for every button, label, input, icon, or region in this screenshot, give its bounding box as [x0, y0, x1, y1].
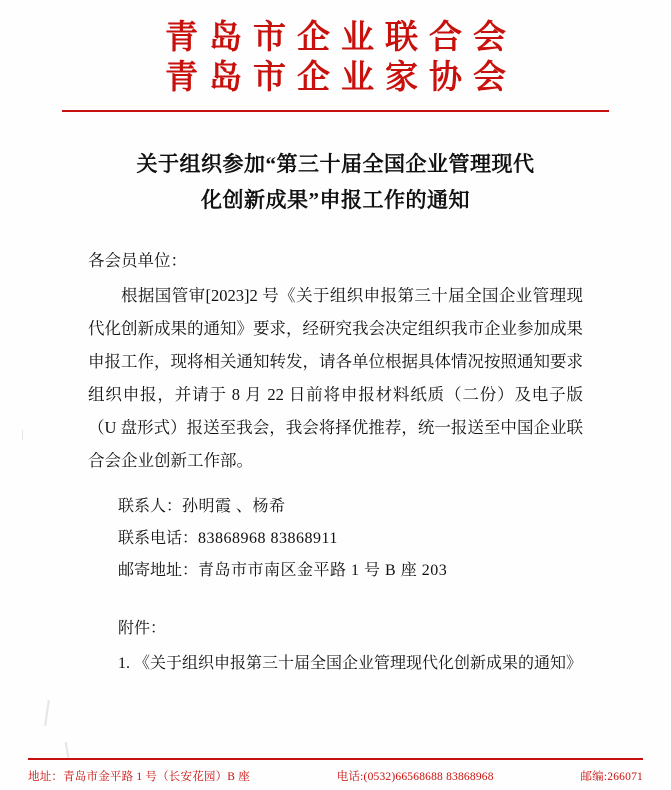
contact-info	[118, 491, 583, 587]
scan-artifact	[22, 430, 23, 440]
footer-address: 地址：青岛市金平路 1 号（长安花园）B 座	[28, 771, 250, 783]
salutation: 各会员单位：	[88, 251, 187, 270]
scan-artifact	[65, 742, 70, 758]
contact-phone-line	[118, 523, 583, 555]
attachments	[118, 613, 583, 679]
letterhead-divider	[62, 110, 609, 112]
attachments-title: 附件：	[118, 620, 167, 637]
page-title-line-2: 化创新成果”申报工作的通知	[201, 188, 470, 212]
footer-divider	[28, 758, 643, 760]
page-footer	[28, 768, 643, 784]
letterhead-line-2: 青岛市企业家协会	[165, 60, 517, 96]
page-title-line-1: 关于组织参加“第三十届全国企业管理现代	[136, 152, 535, 176]
contact-phone-value: 83868968 83868911	[198, 530, 338, 547]
contact-person-label: 联系人：	[118, 498, 183, 515]
footer-phone: 电话:(0532)66568688 83868968	[336, 771, 494, 783]
letterhead	[40, 0, 631, 112]
document-body	[88, 244, 583, 477]
letterhead-line-1: 青岛市企业联合会	[165, 20, 517, 56]
list-item	[118, 648, 583, 679]
contact-address-value: 青岛市市南区金平路 1 号 B 座 203	[198, 562, 448, 579]
attachment-number: 1.	[118, 655, 130, 672]
contact-address-label: 邮寄地址：	[118, 562, 199, 579]
contact-address-line	[118, 555, 583, 587]
contact-person-value: 孙明霞 、杨希	[182, 498, 286, 515]
footer-postcode: 邮编:266071	[580, 771, 643, 783]
contact-phone-label: 联系电话：	[118, 530, 199, 547]
attachment-text: 《关于组织申报第三十届全国企业管理现代化创新成果的通知》	[134, 655, 583, 672]
body-paragraph-1: 根据国管审[2023]2 号《关于组织申报第三十届全国企业管理现代化创新成果的通知》要求，经研究我会决定组织我市企业参加成果申报工作，现将相关通知转发，请各单位根据具体情况按照通知要求组织申报，并请于 8 月 22 日前将申报材料纸质（二份）及电子版（U 盘形式）报送至我会，我会将择优推荐，统一报送至中国企业联合会企业创新工作部。	[88, 286, 583, 470]
contact-person-line	[118, 491, 583, 523]
scan-artifact	[44, 700, 50, 726]
page-title	[92, 146, 579, 218]
